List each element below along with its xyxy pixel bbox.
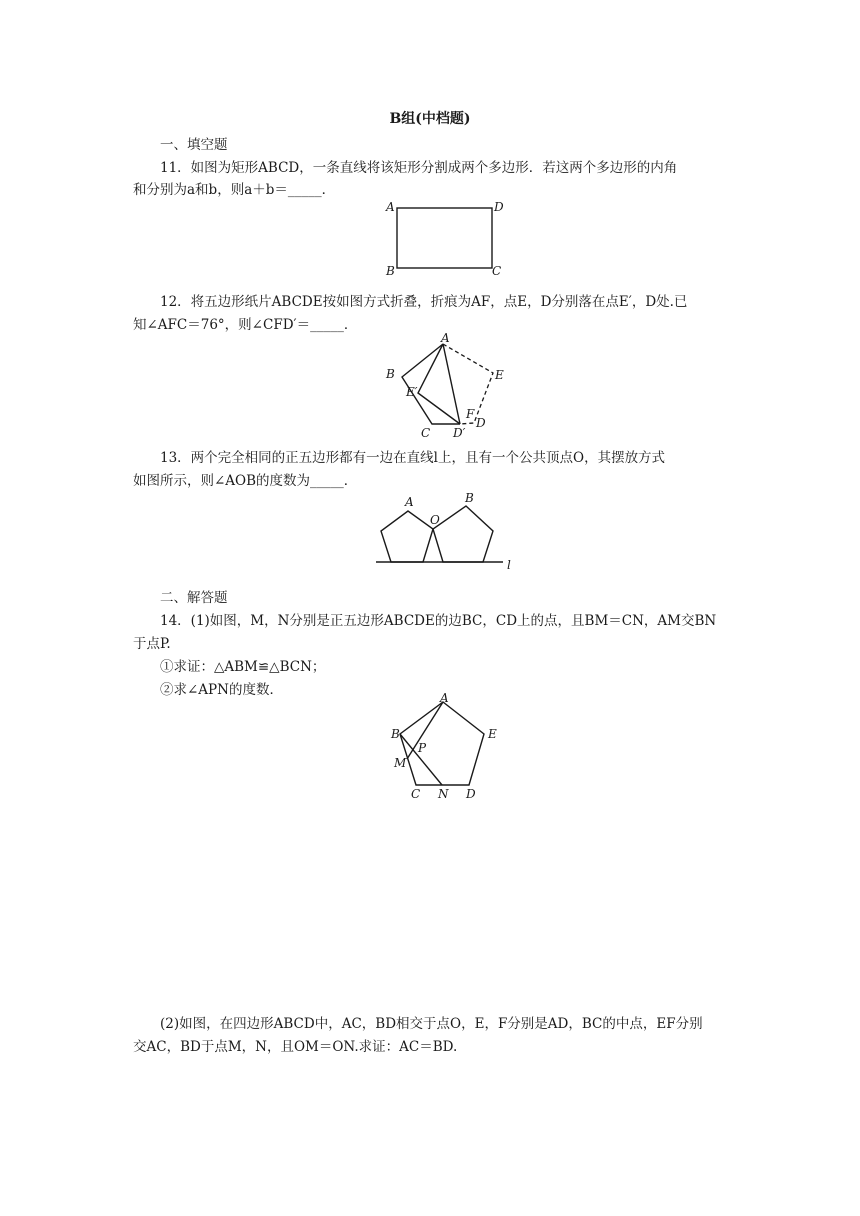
label-m: M bbox=[394, 756, 407, 770]
label-d-prime: D′ bbox=[453, 426, 466, 440]
label-a: A bbox=[441, 331, 450, 345]
label-c: C bbox=[492, 264, 502, 278]
q11-text-line2: 和分别为a和b，则a＋b＝_____． bbox=[133, 182, 336, 198]
q14-part2-line2: 交AC，BD于点M，N，且OM＝ON.求证：AC＝BD. bbox=[133, 1039, 458, 1055]
section-solve: 二、解答题 bbox=[160, 590, 228, 606]
label-o: O bbox=[430, 513, 440, 527]
q12-text-line2: 知∠AFC＝76°，则∠CFD′＝_____． bbox=[133, 317, 358, 333]
pentagon-abcde bbox=[400, 702, 484, 785]
label-l: l bbox=[507, 558, 511, 572]
label-c: C bbox=[421, 426, 431, 440]
label-c: C bbox=[411, 787, 421, 801]
q13-text-line1: 13．两个完全相同的正五边形都有一边在直线l上，且有一个公共顶点O，其摆放方式 bbox=[160, 450, 666, 466]
label-b: B bbox=[391, 727, 400, 741]
q14-text-line2: 于点P. bbox=[133, 636, 171, 652]
label-n: N bbox=[438, 787, 449, 801]
label-e: E bbox=[495, 368, 504, 382]
group-title: B组(中档题) bbox=[389, 111, 471, 127]
label-a: A bbox=[386, 200, 395, 214]
label-p: P bbox=[418, 741, 427, 755]
label-d: D bbox=[476, 416, 486, 430]
label-a: A bbox=[405, 495, 414, 509]
label-d: D bbox=[466, 787, 476, 801]
section-fill-blank: 一、填空题 bbox=[160, 137, 228, 153]
label-f: F bbox=[466, 407, 475, 421]
q14-part2-line1: (2)如图，在四边形ABCD中，AC，BD相交于点O，E，F分别是AD，BC的中点，EF分别 bbox=[160, 1016, 703, 1032]
label-e: E bbox=[488, 727, 497, 741]
q13-text-line2: 如图所示，则∠AOB的度数为_____． bbox=[133, 473, 358, 489]
label-b: B bbox=[386, 264, 395, 278]
label-d: D bbox=[494, 200, 504, 214]
label-a: A bbox=[440, 691, 449, 705]
q12-text-line1: 12．将五边形纸片ABCDE按如图方式折叠，折痕为AF，点E，D分别落在点E′，D处.已 bbox=[160, 294, 688, 310]
q14-sub1: ①求证：△ABM≌△BCN； bbox=[160, 659, 326, 675]
label-b: B bbox=[465, 491, 474, 505]
q11-text-line1: 11．如图为矩形ABCD，一条直线将该矩形分割成两个多边形．若这两个多边形的内角 bbox=[160, 160, 678, 176]
label-b: B bbox=[386, 367, 395, 381]
label-e-prime: E′ bbox=[406, 385, 418, 399]
q14-sub2: ②求∠APN的度数． bbox=[160, 682, 283, 698]
q14-text-line1: 14．(1)如图，M，N分别是正五边形ABCDE的边BC，CD上的点，且BM＝CN，AM交BN bbox=[160, 613, 717, 629]
